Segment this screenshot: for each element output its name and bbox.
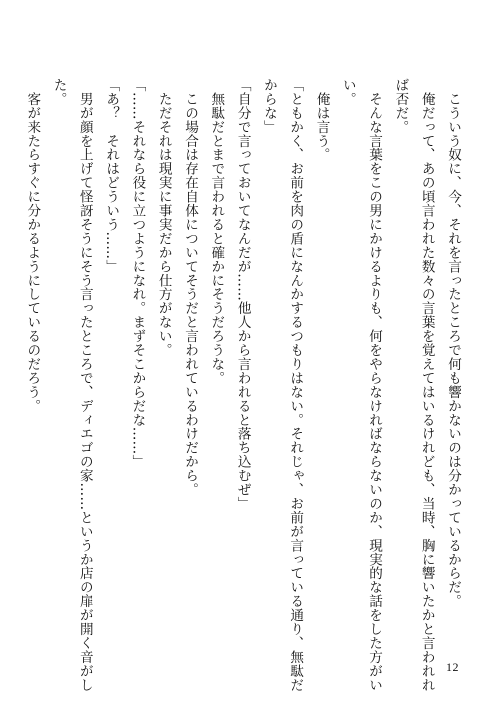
text-line: 客が来たらすぐに分かるようにしているのだろう。 xyxy=(24,78,41,413)
text-line: 「あ？ それはどういう……」 xyxy=(103,78,120,274)
text-line: 俺は言う。 xyxy=(313,78,330,162)
text-line: 俺だって、あの頃言われた数々の言葉を覚えてはいるけれども、当時、胸に響いたかと言われれ xyxy=(418,78,435,692)
text-line: 「ともかく、お前を肉の盾になんかするつもりはない。それじゃ、お前が言っている通り、無駄だ xyxy=(287,78,304,692)
text-line: そんな言葉をこの男にかけるよりも、何をやらなければならないのか、現実的な話をした方がい xyxy=(366,78,383,692)
page-number: 12 xyxy=(446,660,459,674)
text-line: からな」 xyxy=(260,78,277,134)
text-line: た。 xyxy=(50,78,67,106)
vertical-text-body xyxy=(24,78,466,692)
text-line: ただそれは現実に事実だから仕方がない。 xyxy=(155,78,172,357)
text-line: こういう奴に、今、それを言ったところで何も響かないのは分かっているからだ。 xyxy=(445,78,461,609)
text-line: 男が顔を上げて怪訝そうにそう言ったところで、ディエゴの家……というか店の扉が開く音がし xyxy=(76,78,93,692)
text-line: 「……それなら役に立つようになれ。まずそこからだな……」 xyxy=(129,78,146,469)
text-line: 無駄だとまで言われると確かにそうだろうな。 xyxy=(208,78,225,385)
text-line: 「自分で言っておいてなんだが……他人から言われると落ち込むぜ」 xyxy=(234,78,251,511)
text-line: この場合は存在自体についてそうだと言われているわけだから。 xyxy=(182,78,199,497)
text-line: い。 xyxy=(339,78,356,106)
text-line: ば否だ。 xyxy=(392,78,409,134)
